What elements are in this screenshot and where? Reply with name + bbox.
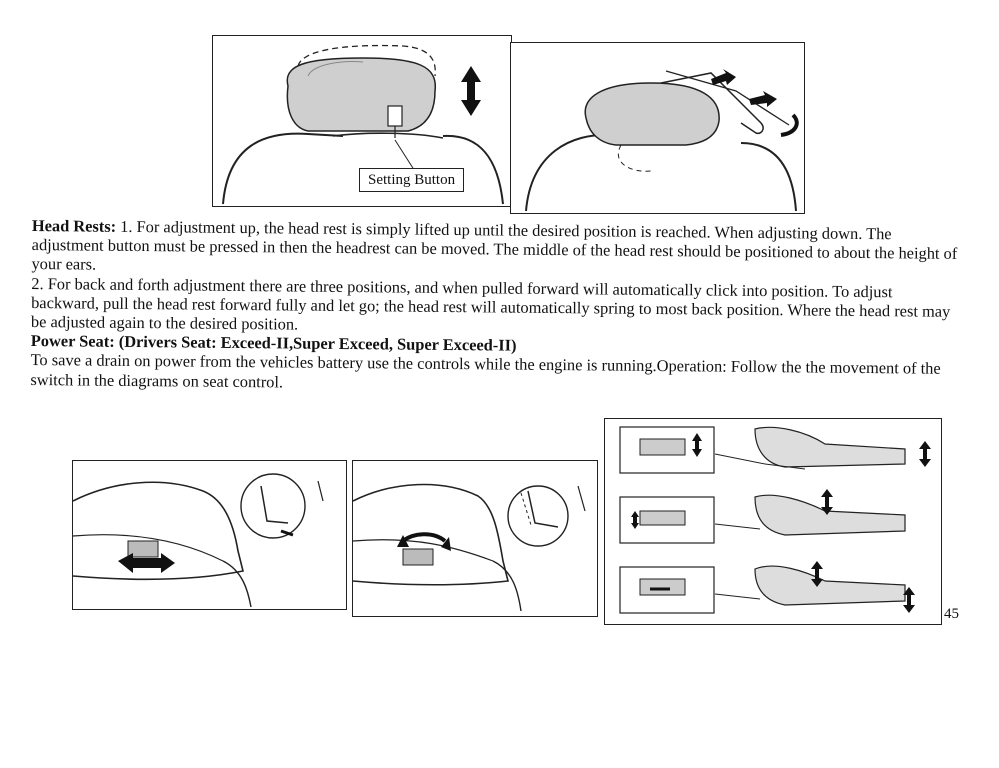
seat-height-illustration	[605, 419, 941, 624]
seat-recline-illustration	[353, 461, 597, 616]
figure-headrest-up-down	[212, 35, 512, 207]
head-rests-section	[30, 216, 962, 398]
figure-seat-slide	[72, 460, 347, 610]
seat-slide-illustration	[73, 461, 346, 609]
power-seat-body: To save a drain on power from the vehicles battery use the controls while the engine is running.Operation: Follow the the movement of the switch in the diagrams on seat control.	[30, 350, 941, 392]
setting-button-callout: Setting Button	[359, 168, 464, 192]
head-rests-heading: Head Rests:	[31, 216, 117, 236]
figure-headrest-forward-back	[510, 42, 805, 214]
head-rests-paragraph-2: 2. For back and forth adjustment there are three positions, and when pulled forward will automatically click into position. To adjust backward, pull the head rest forward fully and let go; the head rest will automatically spring to most back position. Where the head rest may be adjusted again to the desired position.	[30, 273, 951, 334]
headrest-forward-back-illustration	[511, 43, 804, 213]
head-rests-paragraph-1	[31, 216, 962, 283]
power-seat-heading: Power Seat: (Drivers Seat: Exceed-II,Super Exceed, Super Exceed-II)	[30, 331, 517, 355]
figure-seat-height	[604, 418, 942, 625]
figure-seat-recline	[352, 460, 598, 617]
page-number: 45	[944, 606, 959, 622]
head-rests-paragraph-1-text: 1. For adjustment up, the head rest is simply lifted up until the desired position is reached. When adjusting down. The adjustment button must be pressed in then the headrest can be moved. The middle of the head rest should be positioned to about the height of your ears.	[31, 216, 958, 275]
